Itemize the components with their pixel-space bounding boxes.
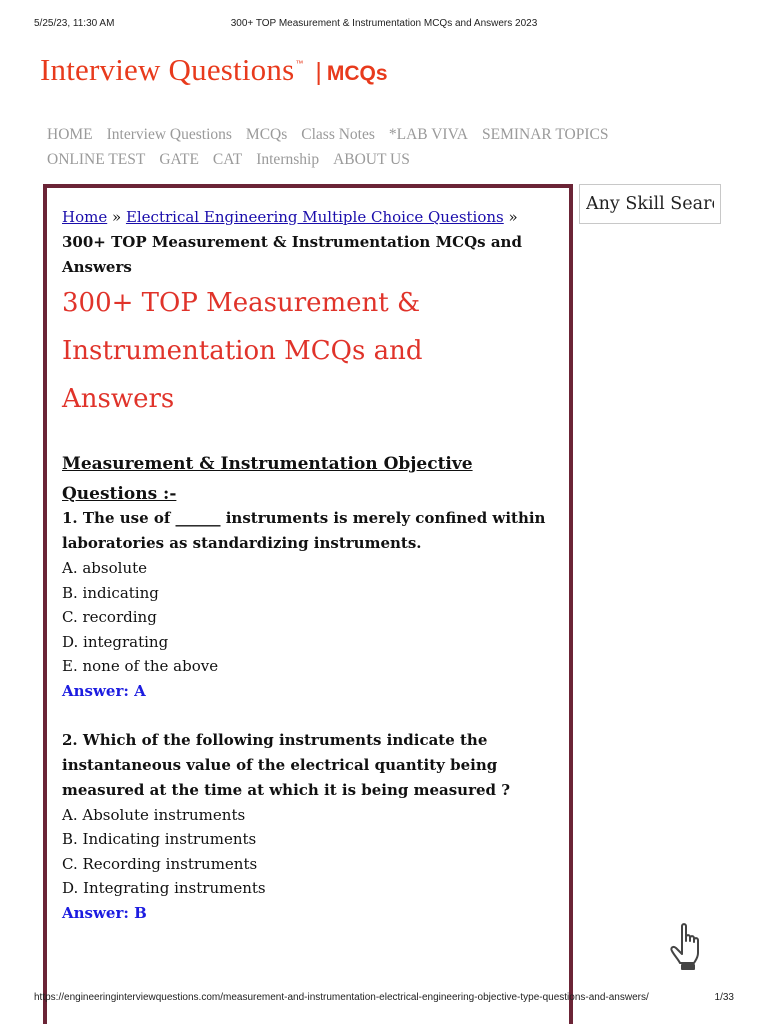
question-text: 1. The use of ______ instruments is merely confined within laboratories as standardizing instruments. xyxy=(62,509,546,552)
nav-about-us[interactable]: ABOUT US xyxy=(333,150,410,168)
pointing-hand-icon[interactable] xyxy=(668,922,712,972)
search-input[interactable] xyxy=(580,185,720,223)
answer-option: D. Integrating instruments xyxy=(62,879,266,897)
nav-internship[interactable]: Internship xyxy=(256,150,320,168)
answer-option: B. Indicating instruments xyxy=(62,830,257,848)
question-text: 2. Which of the following instruments indicate the instantaneous value of the electrical quantity being measured at the time at which it is being measured ? xyxy=(62,730,511,799)
nav-mcqs[interactable]: MCQs xyxy=(245,125,288,143)
answer-option: B. indicating xyxy=(62,583,159,602)
nav-interview-questions[interactable]: Interview Questions xyxy=(106,125,232,143)
breadcrumb-current: 300+ TOP Measurement & Instrumentation MCQs and Answers xyxy=(62,233,522,276)
section-heading: Measurement & Instrumentation Objective Questions :- xyxy=(62,454,473,504)
breadcrumb xyxy=(62,205,557,280)
nav-gate[interactable]: GATE xyxy=(159,150,199,168)
correct-answer: Answer: B xyxy=(62,903,147,922)
print-header xyxy=(0,18,768,32)
breadcrumb-separator: » xyxy=(503,208,518,226)
answer-option: D. integrating xyxy=(62,632,169,651)
brand-trademark: ™ xyxy=(295,59,304,68)
nav-online-test[interactable]: ONLINE TEST xyxy=(47,150,146,168)
answer-option: A. Absolute instruments xyxy=(62,805,246,824)
site-logo[interactable] xyxy=(40,52,388,88)
correct-answer: Answer: A xyxy=(62,681,146,700)
question-list xyxy=(62,506,552,950)
breadcrumb-home-link[interactable]: Home xyxy=(62,208,108,226)
brand-separator: | xyxy=(315,58,322,86)
question-item xyxy=(62,506,552,703)
question-item xyxy=(62,728,552,926)
nav-seminar-topics[interactable]: SEMINAR TOPICS xyxy=(481,125,609,143)
search-field xyxy=(579,184,721,224)
breadcrumb-category-link[interactable]: Electrical Engineering Multiple Choice Questions xyxy=(125,208,504,226)
answer-option: C. Recording instruments xyxy=(62,854,258,873)
answer-option: E. none of the above xyxy=(62,657,219,675)
nav-lab-viva[interactable]: *LAB VIVA xyxy=(388,125,468,143)
print-url: https://engineeringinterviewquestions.com/measurement-and-instrumentation-electrical-engineering-objective-type-questions-and-answers/ xyxy=(34,992,649,1003)
print-timestamp: 5/25/23, 11:30 AM xyxy=(34,18,115,29)
nav-home[interactable]: HOME xyxy=(47,125,93,143)
nav-cat[interactable]: CAT xyxy=(212,150,243,168)
answer-option: C. recording xyxy=(62,608,157,626)
nav-row-2 xyxy=(47,147,687,172)
nav-class-notes[interactable]: Class Notes xyxy=(301,125,375,143)
print-footer xyxy=(0,992,768,1006)
print-page-title: 300+ TOP Measurement & Instrumentation MCQs and Answers 2023 xyxy=(230,18,538,29)
breadcrumb-separator: » xyxy=(107,208,126,226)
brand-subtitle: MCQs xyxy=(326,62,388,85)
answer-option: A. absolute xyxy=(62,559,148,577)
brand-name: Interview Questions xyxy=(40,52,295,87)
nav-row-1 xyxy=(47,122,687,147)
page-number: 1/33 xyxy=(714,992,734,1003)
main-navigation xyxy=(47,122,687,172)
page-title: 300+ TOP Measurement & Instrumentation MCQs and Answers xyxy=(62,288,423,414)
